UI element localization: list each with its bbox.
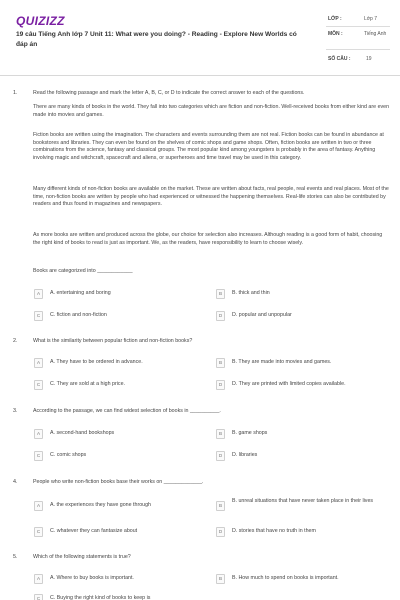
subject-value: Tiếng Anh: [364, 31, 387, 37]
question-text: Books are categorized into ____________: [33, 268, 133, 274]
option-text: D. stories that have no truth in them: [232, 528, 316, 534]
question-text: According to the passage, we can find widest selection of books in __________.: [33, 408, 221, 414]
option-letter: B: [216, 574, 225, 584]
option-letter: C: [34, 380, 43, 390]
option-letter: C: [34, 311, 43, 321]
passage-paragraph: Many different kinds of non-fiction books are available on the market. These are written about facts, real people, real events and real places. Most of the time, non-fiction books are written by people who had experienced or witnessed the happening themselves. Real-life stories can also be contributed by readers and thus found in magazines and newspapers.: [33, 186, 389, 208]
option-text: A. second-hand bookshops: [50, 430, 115, 436]
question-text: What is the similarity between popular fiction and non-fiction books?: [33, 338, 193, 344]
question-text: People who write non-fiction books base their works on _____________.: [33, 479, 204, 485]
option-letter: D: [216, 380, 225, 390]
option-letter: A: [34, 289, 43, 299]
option-letter: D: [216, 451, 225, 461]
option-letter: C: [34, 527, 43, 537]
option-text: B. How much to spend on books is important.: [232, 575, 339, 581]
option-letter: B: [216, 501, 225, 511]
class-label: LỚP :: [328, 16, 342, 22]
option-text: B. game shops: [232, 430, 268, 436]
option-text: A. the experiences they have gone through: [50, 502, 152, 508]
option-text: D. popular and unpopular: [232, 312, 292, 318]
option-letter: A: [34, 429, 43, 439]
option-text: A. entertaining and boring: [50, 290, 111, 296]
option-text: A. Where to buy books is important.: [50, 575, 134, 581]
option-letter: C: [34, 594, 43, 600]
option-letter: B: [216, 289, 225, 299]
question-number: 4.: [13, 479, 18, 485]
option-text: C. Buying the right kind of books to keep is: [50, 595, 151, 600]
option-text: C. comic shops: [50, 452, 87, 458]
option-text: C. fiction and non-fiction: [50, 312, 107, 318]
count-label: SỐ CÂU :: [328, 56, 351, 62]
question-intro: Read the following passage and mark the letter A, B, C, or D to indicate the correct answer to each of the questions.: [33, 90, 305, 96]
question-text: Which of the following statements is true?: [33, 554, 131, 560]
class-value: Lớp 7: [364, 16, 378, 22]
meta-divider: [326, 49, 390, 50]
option-letter: B: [216, 358, 225, 368]
option-text: C. whatever they can fantasize about: [50, 528, 138, 534]
option-text: D. libraries: [232, 452, 258, 458]
count-value: 19: [366, 56, 372, 62]
option-letter: A: [34, 574, 43, 584]
meta-info: [308, 10, 392, 68]
option-text: B. thick and thin: [232, 290, 270, 296]
option-letter: D: [216, 311, 225, 321]
option-letter: A: [34, 501, 43, 511]
option-text: D. They are printed with limited copies available.: [232, 381, 346, 387]
question-number: 2.: [13, 338, 18, 344]
passage-paragraph: As more books are written and produced across the globe, our choice for selection also increases. Although reading is a good form of habit, choosing the right kind of books to read is just as important. We, as the readers, have responsibility to learn to choose wisely.: [33, 232, 383, 246]
option-letter: C: [34, 451, 43, 461]
quizizz-logo[interactable]: QUIZIZZ: [16, 14, 65, 28]
page-title: 19 câu Tiếng Anh lớp 7 Unit 11: What were you doing? - Reading - Explore New Worlds có đáp án: [16, 31, 297, 48]
option-letter: A: [34, 358, 43, 368]
option-text: A. They have to be ordered in advance.: [50, 359, 143, 365]
option-text: B. They are made into movies and games.: [232, 359, 332, 365]
option-text: B. unreal situations that have never taken place in their lives: [232, 498, 374, 504]
passage-paragraph: Fiction books are written using the imagination. The characters and events surrounding them are not real. Fiction books can be found in abundance at bookstores and libraries. They can even be found on the shelves of comic shops and game shops. Often, fiction books are written in two or three combinations from the science, fantasy and classical groups. The most popular kind among youngsters is probably in the area of fantasy. Anything involving magic and witchcraft, spacecraft and aliens, or superheroes and time travel may be used in this category.: [33, 132, 384, 162]
subject-label: MÔN :: [328, 31, 343, 37]
option-letter: B: [216, 429, 225, 439]
question-number: 1.: [13, 90, 18, 96]
question-number: 3.: [13, 408, 18, 414]
meta-divider: [326, 26, 390, 27]
option-letter: D: [216, 527, 225, 537]
option-text: C. They are sold at a high price.: [50, 381, 125, 387]
passage-paragraph: There are many kinds of books in the world. They fall into two categories which are fiction and non-fiction. Well-received books from either kind are even made into movies and games.: [33, 104, 390, 118]
question-number: 5.: [13, 554, 18, 560]
worksheet-header: [0, 0, 400, 76]
